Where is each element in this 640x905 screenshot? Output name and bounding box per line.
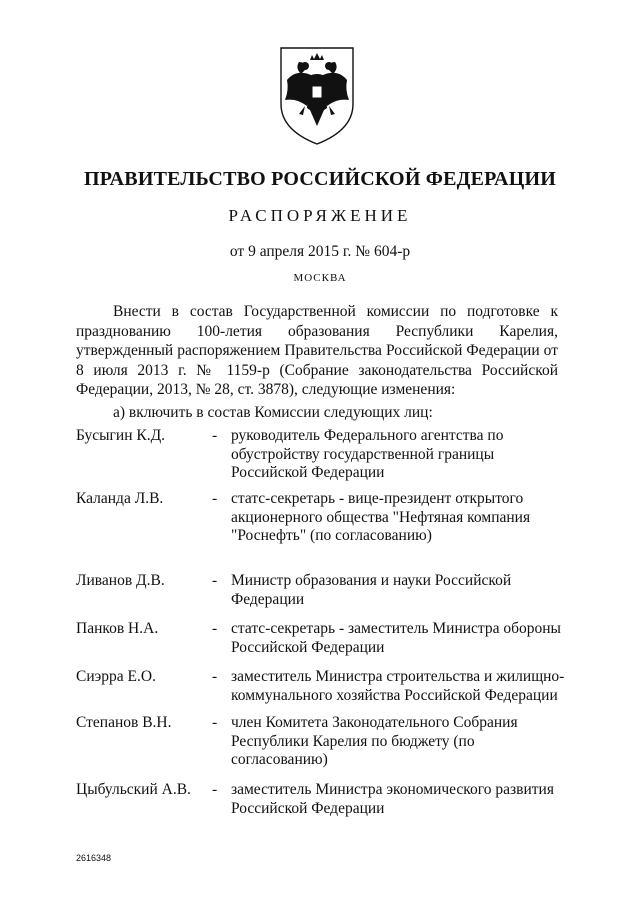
- member-name: Цыбульский А.В.: [76, 781, 191, 798]
- dash: -: [212, 620, 218, 637]
- dash: -: [212, 572, 218, 589]
- member-name: Сиэрра Е.О.: [76, 668, 156, 685]
- member-name: Панков Н.А.: [76, 620, 159, 637]
- member-role: Министр образования и науки Российской Федерации: [231, 572, 512, 608]
- member-role: статс-секретарь - вице-президент открытого акционерного общества "Нефтяная компания "Роснефть" (по согласованию): [231, 490, 531, 544]
- dash: -: [212, 427, 218, 444]
- document-number: 2616348: [76, 853, 112, 863]
- dash: -: [212, 714, 218, 731]
- city: МОСКВА: [293, 272, 347, 284]
- date-and-number: от 9 апреля 2015 г. № 604-р: [229, 243, 411, 260]
- member-name: Каланда Л.В.: [76, 490, 164, 507]
- member-role: заместитель Министра экономического развития Российской Федерации: [231, 781, 554, 817]
- member-role: член Комитета Законодательного Собрания Республики Карелия по бюджету (по согласованию): [231, 714, 518, 768]
- member-name: Степанов В.Н.: [76, 714, 172, 731]
- coat-of-arms-icon: [277, 46, 357, 146]
- dash: -: [212, 668, 218, 685]
- member-name: Ливанов Д.В.: [76, 572, 165, 589]
- dash: -: [212, 490, 218, 507]
- member-role: статс-секретарь - заместитель Министра обороны Российской Федерации: [231, 620, 561, 656]
- member-role: заместитель Министра строительства и жилищно-коммунального хозяйства Российской Федерации: [231, 668, 565, 704]
- subitem-a: а) включить в состав Комиссии следующих лиц:: [113, 404, 433, 421]
- document-type: РАСПОРЯЖЕНИЕ: [228, 206, 412, 225]
- main-paragraph: Внести в состав Государственной комиссии по подготовке к празднованию 100-летия образования Республики Карелия, утвержденный распоряжением Правительства Российской Федерации от 8 июля 2013 г. № 1159-р (Собрание законодательства Российской Федерации, 2013, № 28, ст. 3878), следующие изменения:: [76, 303, 558, 398]
- member-role: руководитель Федерального агентства по обустройству государственной границы Российской Федерации: [231, 427, 504, 481]
- government-title: ПРАВИТЕЛЬСТВО РОССИЙСКОЙ ФЕДЕРАЦИИ: [84, 168, 556, 190]
- dash: -: [212, 781, 218, 798]
- member-name: Бусыгин К.Д.: [76, 427, 166, 444]
